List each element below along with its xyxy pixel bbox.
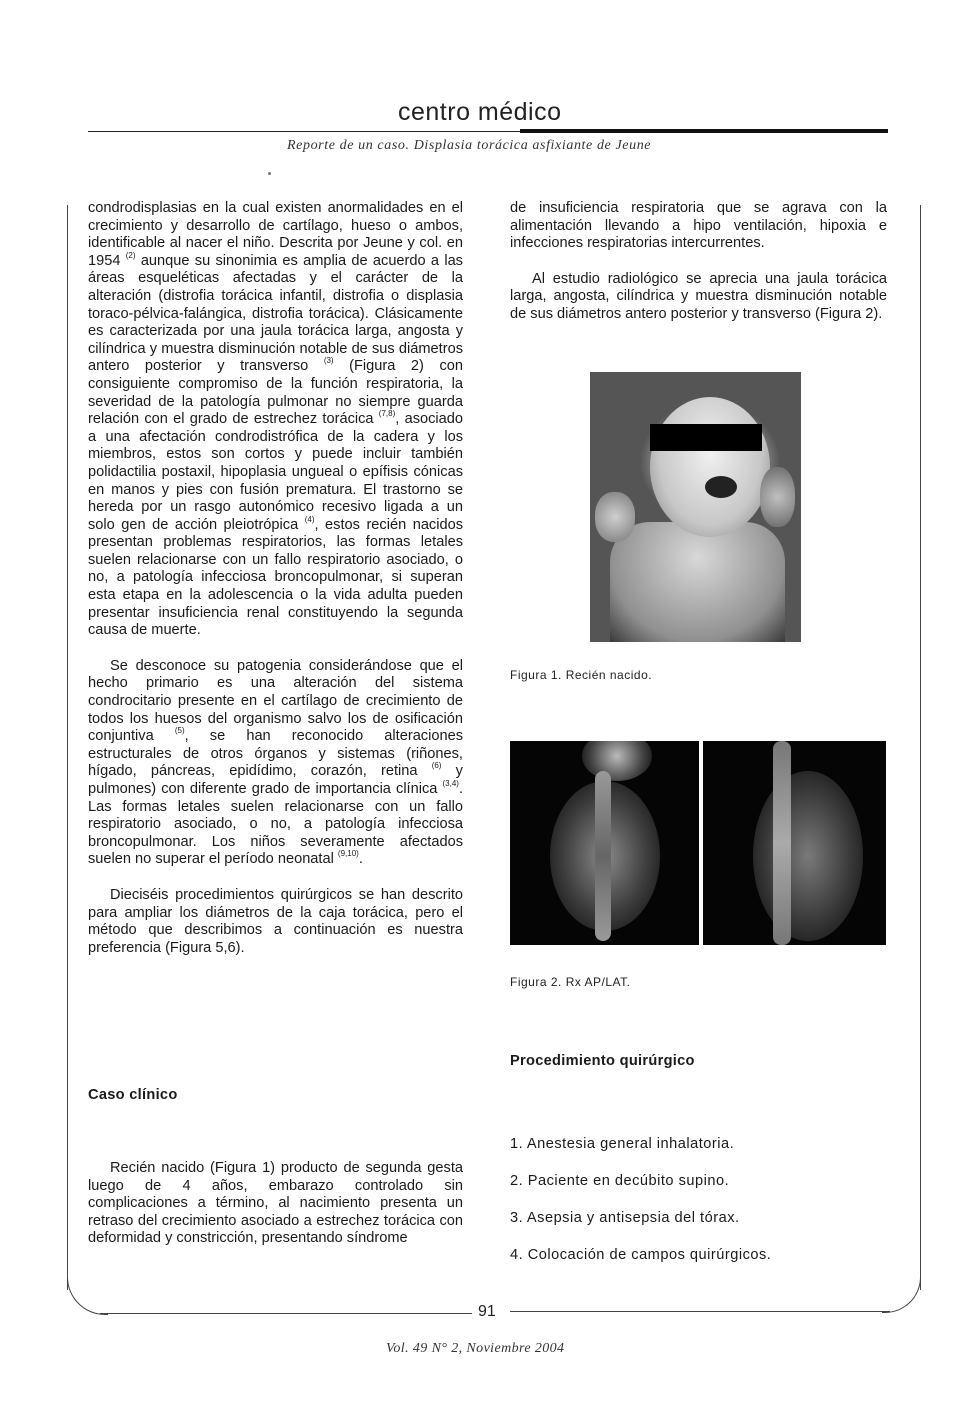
text-run: y pulmones) con diferente grado de importancia clínica — [88, 763, 463, 797]
left-frame-line — [67, 205, 68, 1290]
right-column-top — [510, 200, 887, 324]
text-run: Se desconoce su patogenia considerándose que el hecho primario es una alteración del sistema condrocitario presente en el cartílago de crecimiento de todos los huesos del organismo salvo los de osificación conjuntiva — [88, 657, 463, 745]
citation: (9,10) — [337, 849, 359, 859]
procedure-step: 4. Colocación de campos quirúrgicos. — [510, 1247, 772, 1263]
text-run: (Figura 2) con consiguiente compromiso de la función respiratoria, la severidad de la patología pulmonar no siempre guarda relación con el grado de estrechez torácica — [88, 358, 463, 428]
paragraph-intro — [88, 200, 463, 640]
heading-procedimiento: Procedimiento quirúrgico — [510, 1053, 695, 1069]
left-frame-corner — [67, 1272, 108, 1315]
citation: (5) — [174, 726, 185, 736]
procedure-step: 1. Anestesia general inhalatoria. — [510, 1136, 735, 1152]
figure-1-photo — [590, 372, 801, 642]
paragraph-case — [88, 1160, 463, 1248]
citation: (7,8) — [378, 409, 396, 419]
right-frame-line — [920, 205, 921, 1290]
figure-1-caption: Figura 1. Recién nacido. — [510, 668, 653, 682]
infant-face — [650, 397, 770, 537]
text-run: aunque su sinonimia es amplia de acuerdo a las áreas esqueléticas afectadas y el carácter de la alteración (distrofia torácica infantil, distrofia o displasia toraco-pélvica-falángica, distrofia torácica). Clásicamente es caracterizada por una jaula torácica larga, angosta y cilíndrica y muestra disminución notable de sus diámetros antero posterior y transverso — [88, 252, 463, 375]
speck — [268, 172, 271, 175]
paragraph-pathogenesis — [88, 658, 463, 869]
text-run: , asociado a una afectación condrodistrófica de la cadera y los miembros, estos son cortos y puede incluir también polidactilia postaxil, hipoplasia ungueal o epífisis cónicas en manos y pies con fusión prematura. El trastorno se hereda por un rasgo autonómico recesivo ligada a un solo gen de acción pleiotrópica — [88, 411, 463, 533]
infant-right-hand — [760, 467, 795, 527]
text-run: . Las formas letales suelen relacionarse con un fallo respiratorio asociado, o no, a patología infecciosa broncopulmonar. Los niños severamente afectados suelen no superar el período neonatal — [88, 781, 463, 868]
figure-2-xray-lat — [703, 741, 886, 945]
right-frame-corner — [882, 1272, 921, 1313]
paragraph-radiology: Al estudio radiológico se aprecia una jaula torácica larga, angosta, cilíndrica y muestra disminución notable de sus diámetros antero posterior y transverso (Figura 2). — [510, 270, 887, 322]
infant-mouth — [705, 476, 737, 498]
xray-lateral-thorax — [753, 771, 863, 941]
figure-2-xray-ap — [510, 741, 699, 945]
privacy-bar — [650, 424, 762, 451]
page-number: 91 — [478, 1303, 496, 1320]
procedure-step: 3. Asepsia y antisepsia del tórax. — [510, 1210, 740, 1226]
citation: (2) — [125, 250, 136, 260]
citation: (3,4) — [442, 779, 459, 788]
xray-lateral-spine — [773, 741, 791, 945]
text-run: . — [358, 851, 363, 868]
figure-2-caption: Figura 2. Rx AP/LAT. — [510, 975, 631, 989]
text-run: condrodisplasias en la cual existen anormalidades en el crecimiento y desarrollo de cartílago, hueso o ambos, identificable al nacer el niño. Descrita por Jeune y col. en 1954 — [88, 200, 463, 269]
procedure-steps — [510, 1126, 771, 1274]
heading-caso-clinico: Caso clínico — [88, 1087, 178, 1103]
paragraph-respiratory: de insuficiencia respiratoria que se agrava con la alimentación llevando a hipo ventilación, hipoxia e infecciones respiratorias intercurrentes. — [510, 200, 887, 252]
text-run: , se han reconocido alteraciones estructurales de otros órganos y sistemas (riñones, hígado, páncreas, epidídimo, corazón, retina — [88, 728, 463, 780]
citation: (6) — [431, 761, 442, 771]
left-column — [88, 200, 463, 957]
case-text: Recién nacido (Figura 1) producto de segunda gesta luego de 4 años, embarazo controlado sin complicaciones a término, al nacimiento presenta un retraso del crecimiento asociado a estrechez torácica con deformidad y constricción, presentando síndrome — [88, 1160, 463, 1247]
text-run: , estos recién nacidos presentan problemas respiratorios, las formas letales suelen relacionarse con un fallo respiratorio asociado, o no, a patología infecciosa broncopulmonar, si superan esta etapa en la adolescencia o la vida adulta pueden presentar insuficiencia renal constituyendo la segunda causa de muerte. — [88, 516, 464, 639]
infant-body — [610, 522, 785, 642]
citation: (4) — [304, 514, 315, 524]
article-subtitle: Reporte de un caso. Displasia torácica asfixiante de Jeune — [287, 138, 652, 153]
procedure-step: 2. Paciente en decúbito supino. — [510, 1173, 730, 1189]
infant-left-hand — [595, 492, 635, 542]
footer-rule-left — [100, 1313, 472, 1314]
header-rule-thick — [520, 129, 888, 133]
paragraph-procedures: Dieciséis procedimientos quirúrgicos se han descrito para ampliar los diámetros de la caja torácica, pero el método que describimos a continuación es nuestra preferencia (Figura 5,6). — [88, 886, 463, 956]
volume-info: Vol. 49 N° 2, Noviembre 2004 — [386, 1341, 565, 1356]
citation: (3) — [323, 356, 334, 366]
xray-head — [582, 741, 652, 781]
journal-title: centro médico — [398, 98, 562, 126]
footer-rule-right — [510, 1311, 890, 1312]
xray-spine — [595, 771, 611, 941]
